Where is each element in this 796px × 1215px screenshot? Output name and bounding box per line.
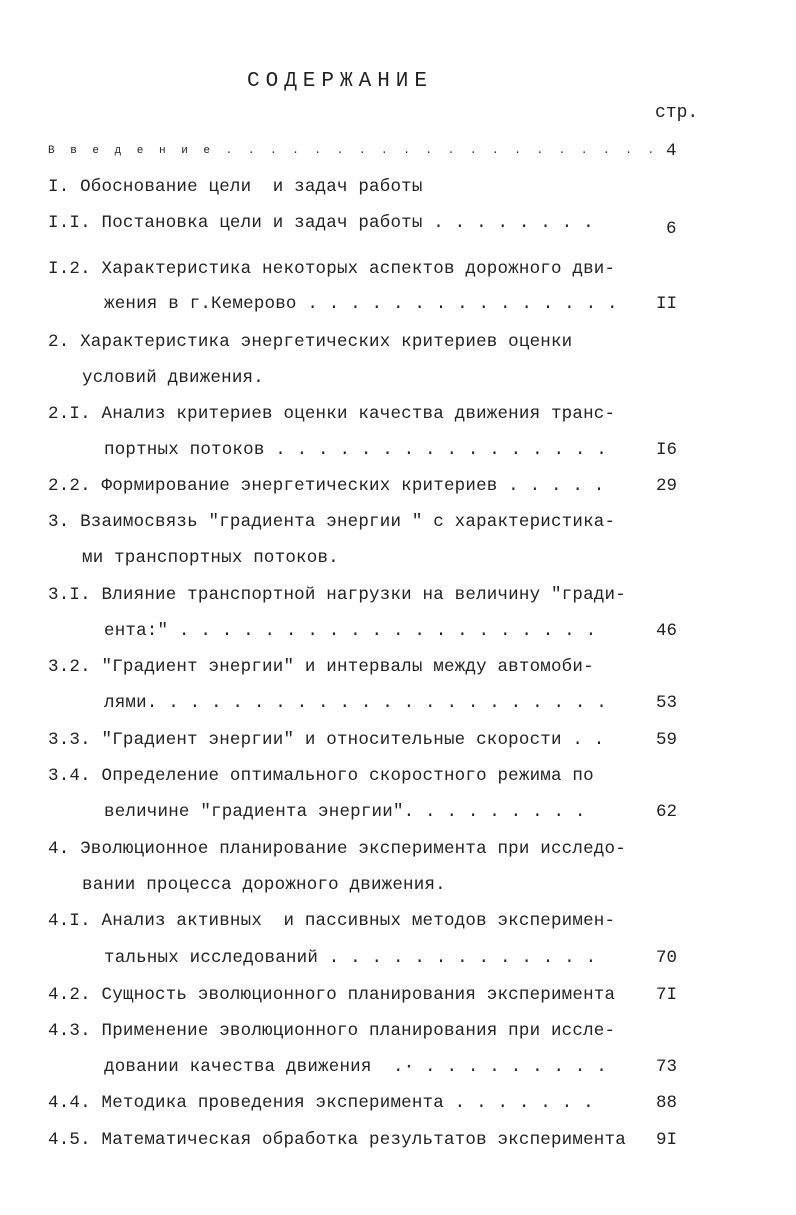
toc-entry-page: 7I <box>656 985 678 1005</box>
toc-entry-text: условий движения. <box>82 368 264 388</box>
toc-entry-text: лями. . . . . . . . . . . . . . . . . . . . . . <box>104 693 607 713</box>
toc-entry-page: II <box>656 294 678 314</box>
toc-entry-page: 9I <box>656 1130 678 1150</box>
toc-entry-text: вании процесса дорожного движения. <box>82 875 446 895</box>
toc-entry-text: 2.I. Анализ критериев оценки качества движения транс- <box>48 404 616 424</box>
toc-entry-text: 3.4. Определение оптимального скоростного режима по <box>48 766 594 786</box>
toc-entry-text: жения в г.Кемерово . . . . . . . . . . . . . . . <box>104 294 618 314</box>
toc-entry-text: 2.2. Формирование энергетических критериев . . . . . <box>48 476 605 496</box>
toc-entry-text: 4.4. Методика проведения эксперимента . . . . . . . <box>48 1093 594 1113</box>
toc-entry-text: 4.5. Математическая обработка результатов эксперимента <box>48 1130 626 1150</box>
toc-entry-page: 62 <box>656 802 678 822</box>
toc-entry-text: довании качества движения .· . . . . . . . . . <box>104 1057 607 1077</box>
toc-entry-page: 29 <box>656 476 678 496</box>
toc-entry-page: 6 <box>666 219 677 239</box>
toc-entry-text: 3.3. "Градиент энергии" и относительные скорости . . <box>48 730 605 750</box>
toc-entry-text: 3.I. Влияние транспортной нагрузки на величину "гради- <box>48 585 626 605</box>
toc-entry-text: ми транспортных потоков. <box>82 548 339 568</box>
toc-entry-text: 3. Взаимосвязь "градиента энергии " с характеристика- <box>48 512 616 532</box>
toc-entry-page: 4 <box>666 141 677 161</box>
toc-entry-text: портных потоков . . . . . . . . . . . . . . . . <box>104 440 607 460</box>
toc-entry-text: 4.2. Сущность эволюционного планирования эксперимента <box>48 985 616 1005</box>
toc-entry-text: I.2. Характеристика некоторых аспектов дорожного дви- <box>48 259 616 279</box>
toc-entry-page: 46 <box>656 621 678 641</box>
toc-entry-page: 88 <box>656 1093 678 1113</box>
toc-entry-text: 2. Характеристика энергетических критериев оценки <box>48 332 573 352</box>
toc-entry-text: ента:" . . . . . . . . . . . . . . . . . . . . <box>104 621 597 641</box>
toc-entry-page: 59 <box>656 730 678 750</box>
toc-entry-text: I. Обоснование цели и задач работы <box>48 177 423 197</box>
toc-entry-text: 4. Эволюционное планирование эксперимента при исследо- <box>48 839 626 859</box>
page-title: СОДЕРЖАНИЕ <box>246 70 434 93</box>
toc-entry-text: 3.2. "Градиент энергии" и интервалы между автомоби- <box>48 657 594 677</box>
page-column-label: стр. <box>655 103 699 123</box>
toc-entry-text: тальных исследований . . . . . . . . . . . . . <box>104 948 597 968</box>
toc-entry-page: 53 <box>656 693 678 713</box>
toc-entry-text: 4.I. Анализ активных и пассивных методов эксперимен- <box>48 911 616 931</box>
toc-entry-page: I6 <box>656 440 678 460</box>
toc-entry-text: величине "градиента энергии". . . . . . . . . <box>104 802 586 822</box>
toc-entry-text: I.I. Постановка цели и задач работы . . . . . . . . <box>48 213 594 233</box>
toc-entry-page: 73 <box>656 1057 678 1077</box>
toc-entry-page: 70 <box>656 948 678 968</box>
toc-entry-text: 4.3. Применение эволюционного планирования при иссле- <box>48 1021 616 1041</box>
toc-entry-text: В в е д е н и е . . . . . . . . . . . . . . . . . . . . <box>48 145 659 157</box>
